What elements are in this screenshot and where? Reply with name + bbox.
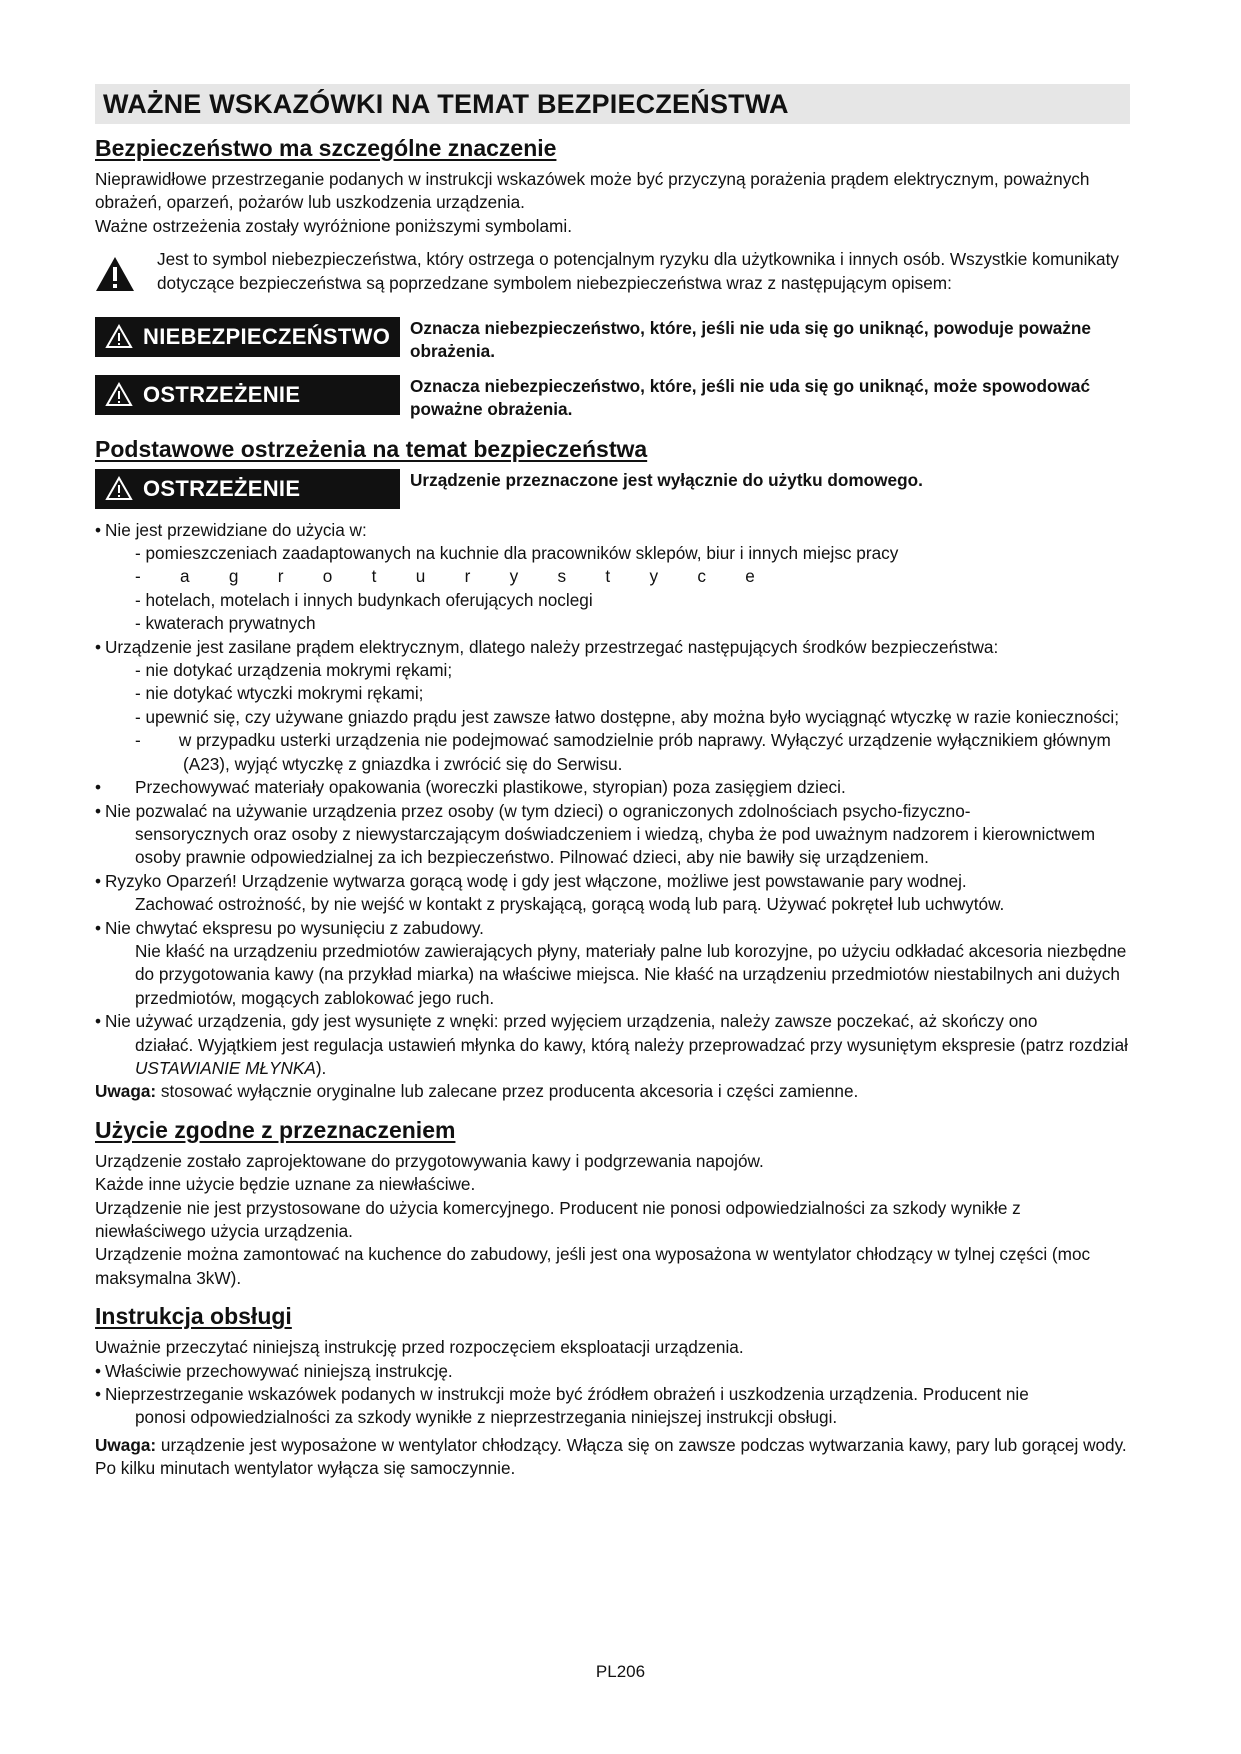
- warning-label-box: [95, 469, 400, 509]
- letter: a: [180, 566, 190, 587]
- letter: u: [415, 566, 426, 587]
- letter: -: [135, 566, 141, 587]
- page-number: PL206: [595, 1662, 646, 1681]
- paragraph: Urządzenie nie jest przystosowane do użycia komercyjnego. Producent nie ponosi odpowiedzialności za szkody wynikłe z niewłaściwego użycia urządzenia.: [95, 1197, 1021, 1241]
- warning-outline-icon: [95, 324, 143, 349]
- paragraph: Urządzenie zostało zaprojektowane do przygotowywania kawy i podgrzewania napojów.: [95, 1150, 764, 1171]
- paragraph: Każde inne użycie będzie uznane za niewłaściwe.: [95, 1174, 476, 1195]
- sub-item: - nie dotykać urządzenia mokrymi rękami;: [135, 660, 453, 681]
- letter: s: [557, 566, 567, 587]
- warning-label: OSTRZEŻENIE: [143, 381, 301, 407]
- sub-item: - upewnić się, czy używane gniazdo prądu jest zawsze łatwo dostępne, aby można było wyciągnąć wtyczkę w razie konieczności;: [135, 706, 1119, 727]
- letter: r: [277, 566, 284, 587]
- paragraph: Uważnie przeczytać niniejszą instrukcję przed rozpoczęciem eksploatacji urządzenia.: [95, 1337, 744, 1358]
- list-item-continuation: ponosi odpowiedzialności za szkody wynikłe z nieprzestrzegania niniejszej instrukcji obsługi.: [135, 1407, 838, 1428]
- letter: e: [745, 566, 755, 587]
- list-item: • Nie używać urządzenia, gdy jest wysunięte z wnęki: przed wyjęciem urządzenia, należy zawsze poczekać, aż skończy ono: [95, 1010, 1130, 1033]
- section-heading-intended-use: Użycie zgodne z przeznaczeniem: [95, 1116, 456, 1143]
- warning-outline-icon: [95, 382, 143, 407]
- symbol-explanation: [95, 248, 1130, 298]
- letter: c: [697, 566, 706, 587]
- letter: t: [371, 566, 377, 587]
- list-item-continuation: sensorycznych oraz osoby z niewystarczającym doświadczeniem i wiedzą, chyba że pod uważnym nadzorem i kierownictwem osoby prawnie odpowiedzialnej za ich bezpieczeństwo. Pilnować dzieci, aby nie bawiły się urządzeniem.: [135, 823, 1096, 868]
- danger-signal-row: [95, 317, 1130, 363]
- warning-signal-row-2: [95, 469, 1130, 509]
- symbol-text: Jest to symbol niebezpieczeństwa, który ostrzega o potencjalnym ryzyku dla użytkownika i innych osób. Wszystkie komunikaty dotyczące bezpieczeństwa są poprzedzane symbolem niebezpieczeństwa wraz z następującym opisem:: [157, 249, 1119, 293]
- main-title: WAŻNE WSKAZÓWKI NA TEMAT BEZPIECZEŃSTWA: [95, 84, 1130, 124]
- warning-outline-icon: [95, 476, 143, 501]
- warning-triangle-icon: [95, 248, 157, 298]
- list-item-continuation: [95, 1034, 1130, 1081]
- list-item-continuation: Nie kłaść na urządzeniu przedmiotów zawierających płyny, materiały palne lub korozyjne, po użyciu odkładać akcesoria niezbędne do przygotowania kawy (na przykład miarka) na właściwe miejsca. Nie kłaść na urządzeniu przedmiotów niestabilnych ani dużych przedmiotów, mogących zablokować jego ruch.: [135, 940, 1127, 1008]
- text: ).: [315, 1057, 327, 1078]
- list-item: • Nie jest przewidziane do użycia w:: [95, 519, 1130, 542]
- paragraph: Urządzenie można zamontować na kuchence do zabudowy, jeśli jest ona wyposażona w wentylator chłodzący w tylnej części (moc maksymalna 3kW).: [95, 1244, 1091, 1288]
- warning-signal-row: [95, 375, 1130, 421]
- text: działać. Wyjątkiem jest regulacja ustawień młynka do kawy, którą należy przeprowadzać przy wysuniętym ekspresie (patrz rozdział: [135, 1034, 1128, 1055]
- list-item-continuation: Zachować ostrożność, by nie wejść w kontakt z pryskającą, gorącą wodą lub parą. Używać pokręteł lub uchwytów.: [135, 894, 1005, 915]
- letter: g: [228, 566, 239, 587]
- note-text: urządzenie jest wyposażone w wentylator chłodzący. Włącza się on zawsze podczas wytwarzania kawy, pary lub gorącej wody. Po kilku minutach wentylator wyłącza się samoczynnie.: [95, 1434, 1127, 1479]
- note: [95, 1080, 1130, 1103]
- sub-item: - hotelach, motelach i innych budynkach oferujących noclegi: [135, 589, 593, 610]
- sub-item: - pomieszczeniach zaadaptowanych na kuchnie dla pracowników sklepów, biur i innych miejsc pracy: [135, 543, 899, 564]
- warning-label: OSTRZEŻENIE: [143, 475, 301, 501]
- note-text: stosować wyłącznie oryginalne lub zalecane przez producenta akcesoria i części zamienne.: [156, 1081, 859, 1102]
- danger-description: Oznacza niebezpieczeństwo, które, jeśli nie uda się go uniknąć, powoduje poważne obrażenia.: [410, 317, 1091, 361]
- section-heading-instructions: Instrukcja obsługi: [95, 1303, 292, 1330]
- danger-label-box: [95, 317, 400, 357]
- list-item: • Nie chwytać ekspresu po wysunięciu z zabudowy.: [95, 917, 1130, 940]
- letter: r: [464, 566, 471, 587]
- note: [95, 1434, 1130, 1481]
- paragraph: Nieprawidłowe przestrzeganie podanych w instrukcji wskazówek może być przyczyną porażenia prądem elektrycznym, poważnych obrażeń, oparzeń, pożarów lub uszkodzenia urządzenia.: [95, 169, 1090, 213]
- danger-label: NIEBEZPIECZEŃSTWO: [143, 323, 391, 349]
- warning-description: Oznacza niebezpieczeństwo, które, jeśli nie uda się go uniknąć, może spowodować poważne obrażenia.: [410, 375, 1091, 419]
- section-heading-basic-warnings: Podstawowe ostrzeżenia na temat bezpieczeństwa: [95, 435, 648, 462]
- list-item: • Przechowywać materiały opakowania (woreczki plastikowe, styropian) poza zasięgiem dzieci.: [95, 776, 1130, 799]
- letter: y: [649, 566, 659, 587]
- letter: o: [322, 566, 333, 587]
- sub-item-spaced: [95, 565, 755, 588]
- list-item: • Urządzenie jest zasilane prądem elektrycznym, dlatego należy przestrzegać następujących środków bezpieczeństwa:: [95, 636, 1130, 659]
- chapter-reference: USTAWIANIE MŁYNKA: [135, 1057, 316, 1078]
- warnings-list: [95, 519, 1130, 1104]
- letter: t: [605, 566, 611, 587]
- warning-label-box: [95, 375, 400, 415]
- note-label: Uwaga:: [95, 1434, 157, 1455]
- letter: y: [509, 566, 519, 587]
- list-item: • Nie pozwalać na używanie urządzenia przez osoby (w tym dzieci) o ograniczonych zdolnościach psycho-fizyczno-: [95, 800, 1130, 823]
- section-heading-safety-importance: Bezpieczeństwo ma szczególne znaczenie: [95, 135, 557, 161]
- sub-item: - w przypadku usterki urządzenia nie podejmować samodzielnie prób naprawy. Wyłączyć urządzenie wyłącznikiem głównym (A23), wyjąć wtyczkę z gniazdka i zwrócić się do Serwisu.: [135, 730, 1111, 774]
- document-page: [95, 84, 1130, 1481]
- sub-item: - nie dotykać wtyczki mokrymi rękami;: [135, 683, 424, 704]
- list-item: • Nieprzestrzeganie wskazówek podanych w instrukcji może być źródłem obrażeń i uszkodzenia urządzenia. Producent nie: [95, 1383, 1130, 1406]
- list-item: • Właściwie przechowywać niniejszą instrukcję.: [95, 1360, 1130, 1383]
- sub-item: - kwaterach prywatnych: [135, 613, 316, 634]
- list-item: • Ryzyko Oparzeń! Urządzenie wytwarza gorącą wodę i gdy jest włączone, możliwe jest powstawanie pary wodnej.: [95, 870, 1130, 893]
- paragraph: Ważne ostrzeżenia zostały wyróżnione poniższymi symbolami.: [95, 215, 572, 236]
- note-label: Uwaga:: [95, 1081, 157, 1102]
- warning-description: Urządzenie przeznaczone jest wyłącznie do użytku domowego.: [410, 469, 923, 490]
